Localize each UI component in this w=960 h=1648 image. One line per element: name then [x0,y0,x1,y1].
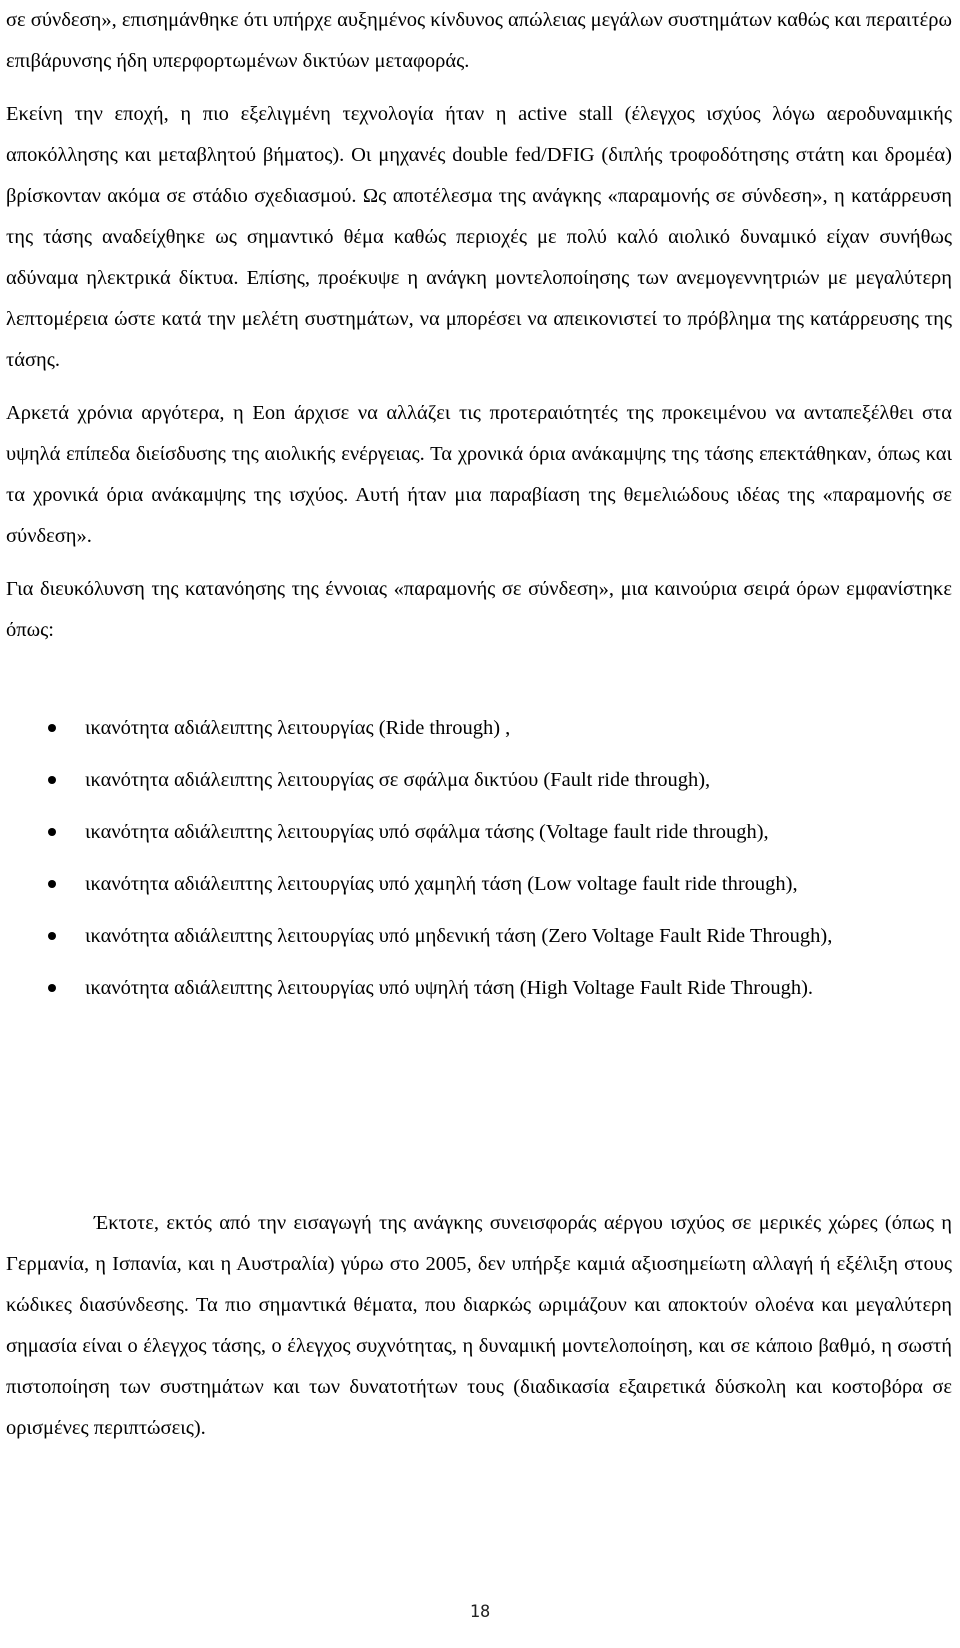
paragraph-continuation: σε σύνδεση», επισημάνθηκε ότι υπήρχε αυξημένος κίνδυνος απώλειας μεγάλων συστημάτων καθώς και περαιτέρω επιβάρυνσης ήδη υπερφορτωμένων δικτύων μεταφοράς. [6,9,952,72]
bullet-icon [48,932,56,940]
list-item-text: ικανότητα αδιάλειπτης λειτουργίας υπό μηδενική τάση (Zero Voltage Fault Ride Through), [85,925,833,947]
paragraph-technology: Εκείνη την εποχή, η πιο εξελιγμένη τεχνολογία ήταν η active stall (έλεγχος ισχύος λόγω αεροδυναμικής αποκόλλησης και μεταβλητού βήματος). Οι μηχανές double fed/DFIG (διπλής τροφοδότησης στάτη και δρομέα) βρίσκονταν ακόμα σε στάδιο σχεδιασμού. Ως αποτέλεσμα της ανάγκης «παραμονής σε σύνδεση», η κατάρρευση της τάσης αναδείχθηκε ως σημαντικό θέμα καθώς περιοχές με πολύ καλό αιολικό δυναμικό είχαν συνήθως αδύναμα ηλεκτρικά δίκτυα. Επίσης, προέκυψε η ανάγκη μοντελοποίησης των ανεμογεννητριών με μεγαλύτερη λεπτομέρεια ώστε κατά την μελέτη συστημάτων, να μπορέσει να απεικονιστεί το πρόβλημα της κατάρρευσης της τάσης. [6,103,952,371]
list-item [6,812,952,853]
page-number: 18 [469,1602,491,1622]
bullet-icon [48,984,56,992]
list-item-text: ικανότητα αδιάλειπτης λειτουργίας υπό χαμηλή τάση (Low voltage fault ride through), [85,873,798,895]
paragraph-terms-intro: Για διευκόλυνση της κατανόησης της έννοιας «παραμονής σε σύνδεση», μια καινούρια σειρά όρων εμφανίστηκε όπως: [6,578,952,641]
bullet-icon [48,880,56,888]
body-text [6,0,952,651]
list-item [6,708,952,749]
list-item-text: ικανότητα αδιάλειπτης λειτουργίας (Ride through) , [85,717,511,739]
paragraph-eon: Αρκετά χρόνια αργότερα, η Eon άρχισε να αλλάζει τις προτεραιότητές της προκειμένου να ανταπεξέλθει στα υψηλά επίπεδα διείσδυσης της αιολικής ενέργειας. Τα χρονικά όρια ανάκαμψης της τάσης επεκτάθηκαν, όπως και τα χρονικά όρια ανάκαμψης της ισχύος. Αυτή ήταν μια παραβίαση της θεμελιώδους ιδέας της «παραμονής σε σύνδεση». [6,402,952,547]
bullet-icon [48,724,56,732]
list-item [6,968,952,1009]
list-item [6,916,952,957]
bullet-icon [48,776,56,784]
list-item-text: ικανότητα αδιάλειπτης λειτουργίας σε σφάλμα δικτύου (Fault ride through), [85,769,711,791]
list-item [6,864,952,905]
bullet-icon [48,828,56,836]
paragraph-closing: Έκτοτε, εκτός από την εισαγωγή της ανάγκης συνεισφοράς αέργου ισχύος σε μερικές χώρες (όπως η Γερμανία, η Ισπανία, και η Αυστραλία) γύρω στο 2005, δεν υπήρξε καμιά αξιοσημείωτη αλλαγή ή εξέλιξη στους κώδικες διασύνδεσης. Τα πιο σημαντικά θέματα, που διαρκώς ωριμάζουν και αποκτούν ολοένα και μεγαλύτερη σημασία είναι ο έλεγχος τάσης, ο έλεγχος συχνότητας, η δυναμική μοντελοποίηση, και σε κάποιο βαθμό, η σωστή πιστοποίηση των συστημάτων και των δυνατοτήτων τους (διαδικασία εξαιρετικά δύσκολη και κοστοβόρα σε ορισμένες περιπτώσεις). [6,1212,952,1439]
list-item-text: ικανότητα αδιάλειπτης λειτουργίας υπό υψηλή τάση (High Voltage Fault Ride Through). [85,977,814,999]
terms-bullet-list [6,708,952,1020]
list-item-text: ικανότητα αδιάλειπτης λειτουργίας υπό σφάλμα τάσης (Voltage fault ride through), [85,821,769,843]
list-item [6,760,952,801]
